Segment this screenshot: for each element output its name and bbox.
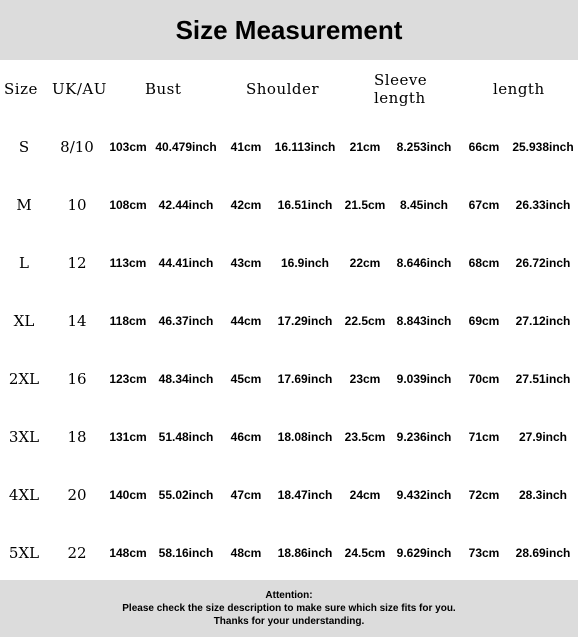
sleeve-inch-cell: 8.45inch	[399, 198, 449, 212]
table-row	[0, 486, 578, 506]
length-cm-cell: 69cm	[468, 314, 500, 328]
sleeve-cm-cell: 22cm	[349, 256, 381, 270]
size-cell: L	[19, 254, 29, 272]
shoulder-inch-cell: 16.9inch	[280, 256, 330, 270]
sleeve-inch-cell: 8.843inch	[396, 314, 452, 328]
shoulder-cm-cell: 42cm	[230, 198, 262, 212]
shoulder-cm-cell: 41cm	[230, 140, 262, 154]
table-row	[0, 428, 578, 448]
sleeve-cm-cell: 23cm	[349, 372, 381, 386]
length-cm-cell: 71cm	[468, 430, 500, 444]
length-cm-cell: 66cm	[468, 140, 500, 154]
bust-cm-cell: 148cm	[109, 546, 147, 560]
bust-inch-cell: 46.37inch	[158, 314, 214, 328]
shoulder-cm-cell: 46cm	[230, 430, 262, 444]
col-header-ukau: UK/AU	[52, 80, 107, 98]
bust-inch-cell: 42.44inch	[158, 198, 214, 212]
bust-cm-cell: 123cm	[109, 372, 147, 386]
sleeve-cm-cell: 23.5cm	[344, 430, 386, 444]
sleeve-cm-cell: 22.5cm	[344, 314, 386, 328]
size-cell: M	[16, 196, 32, 214]
bust-inch-cell: 51.48inch	[158, 430, 214, 444]
size-cell: XL	[13, 312, 35, 330]
length-cm-cell: 67cm	[468, 198, 500, 212]
ukau-cell: 22	[67, 544, 87, 562]
length-inch-cell: 27.51inch	[515, 372, 571, 386]
bust-inch-cell: 40.479inch	[155, 140, 217, 154]
bust-inch-cell: 58.16inch	[158, 546, 214, 560]
bust-inch-cell: 48.34inch	[158, 372, 214, 386]
size-cell: 4XL	[8, 486, 40, 504]
col-header-bust: Bust	[145, 80, 182, 98]
length-inch-cell: 28.3inch	[518, 488, 568, 502]
attention-footer	[0, 580, 578, 637]
bust-inch-cell: 44.41inch	[158, 256, 214, 270]
length-cm-cell: 68cm	[468, 256, 500, 270]
sleeve-inch-cell: 9.039inch	[396, 372, 452, 386]
length-inch-cell: 27.9inch	[518, 430, 568, 444]
shoulder-inch-cell: 18.86inch	[277, 546, 333, 560]
size-cell: 5XL	[8, 544, 40, 562]
length-cm-cell: 70cm	[468, 372, 500, 386]
sleeve-cm-cell: 21cm	[349, 140, 381, 154]
shoulder-inch-cell: 17.29inch	[277, 314, 333, 328]
thanks-message: Thanks for your understanding.	[213, 616, 365, 627]
col-header-sleeve-line2: length	[374, 89, 426, 107]
title-banner	[0, 0, 578, 60]
table-row	[0, 312, 578, 332]
length-inch-cell: 28.69inch	[515, 546, 571, 560]
length-cm-cell: 72cm	[468, 488, 500, 502]
shoulder-inch-cell: 18.08inch	[277, 430, 333, 444]
table-row	[0, 196, 578, 216]
col-header-sleeve: Sleeve	[374, 71, 428, 89]
table-row	[0, 138, 578, 158]
col-header-length: length	[493, 80, 545, 98]
shoulder-inch-cell: 17.69inch	[277, 372, 333, 386]
ukau-cell: 12	[67, 254, 87, 272]
bust-cm-cell: 131cm	[109, 430, 147, 444]
length-cm-cell: 73cm	[468, 546, 500, 560]
length-inch-cell: 25.938inch	[512, 140, 574, 154]
sleeve-inch-cell: 8.253inch	[396, 140, 452, 154]
bust-cm-cell: 103cm	[109, 140, 147, 154]
table-row	[0, 254, 578, 274]
shoulder-cm-cell: 48cm	[230, 546, 262, 560]
ukau-cell: 8/10	[60, 138, 94, 156]
bust-cm-cell: 113cm	[109, 256, 147, 270]
ukau-cell: 14	[67, 312, 87, 330]
ukau-cell: 18	[67, 428, 87, 446]
sleeve-inch-cell: 9.629inch	[396, 546, 452, 560]
size-cell: 2XL	[8, 370, 40, 388]
table-row	[0, 370, 578, 390]
sleeve-inch-cell: 8.646inch	[396, 256, 452, 270]
shoulder-inch-cell: 18.47inch	[277, 488, 333, 502]
length-inch-cell: 27.12inch	[515, 314, 571, 328]
shoulder-cm-cell: 47cm	[230, 488, 262, 502]
col-header-size: Size	[4, 80, 38, 98]
sleeve-inch-cell: 9.432inch	[396, 488, 452, 502]
bust-cm-cell: 108cm	[109, 198, 147, 212]
bust-cm-cell: 140cm	[109, 488, 147, 502]
sleeve-cm-cell: 21.5cm	[344, 198, 386, 212]
attention-label: Attention:	[265, 590, 313, 601]
bust-inch-cell: 55.02inch	[158, 488, 214, 502]
col-header-shoulder: Shoulder	[246, 80, 320, 98]
length-inch-cell: 26.33inch	[515, 198, 571, 212]
size-cell: 3XL	[8, 428, 40, 446]
length-inch-cell: 26.72inch	[515, 256, 571, 270]
ukau-cell: 20	[67, 486, 87, 504]
ukau-cell: 16	[67, 370, 87, 388]
attention-message: Please check the size description to make sure which size fits for you.	[122, 603, 456, 614]
page-title: Size Measurement	[175, 14, 403, 45]
sleeve-cm-cell: 24.5cm	[344, 546, 386, 560]
bust-cm-cell: 118cm	[109, 314, 147, 328]
sleeve-cm-cell: 24cm	[349, 488, 381, 502]
sleeve-inch-cell: 9.236inch	[396, 430, 452, 444]
shoulder-inch-cell: 16.51inch	[277, 198, 333, 212]
shoulder-cm-cell: 43cm	[230, 256, 262, 270]
size-cell: S	[18, 138, 30, 156]
shoulder-cm-cell: 44cm	[230, 314, 262, 328]
size-table	[0, 60, 578, 580]
ukau-cell: 10	[67, 196, 87, 214]
shoulder-inch-cell: 16.113inch	[274, 140, 336, 154]
table-row	[0, 544, 578, 564]
shoulder-cm-cell: 45cm	[230, 372, 262, 386]
